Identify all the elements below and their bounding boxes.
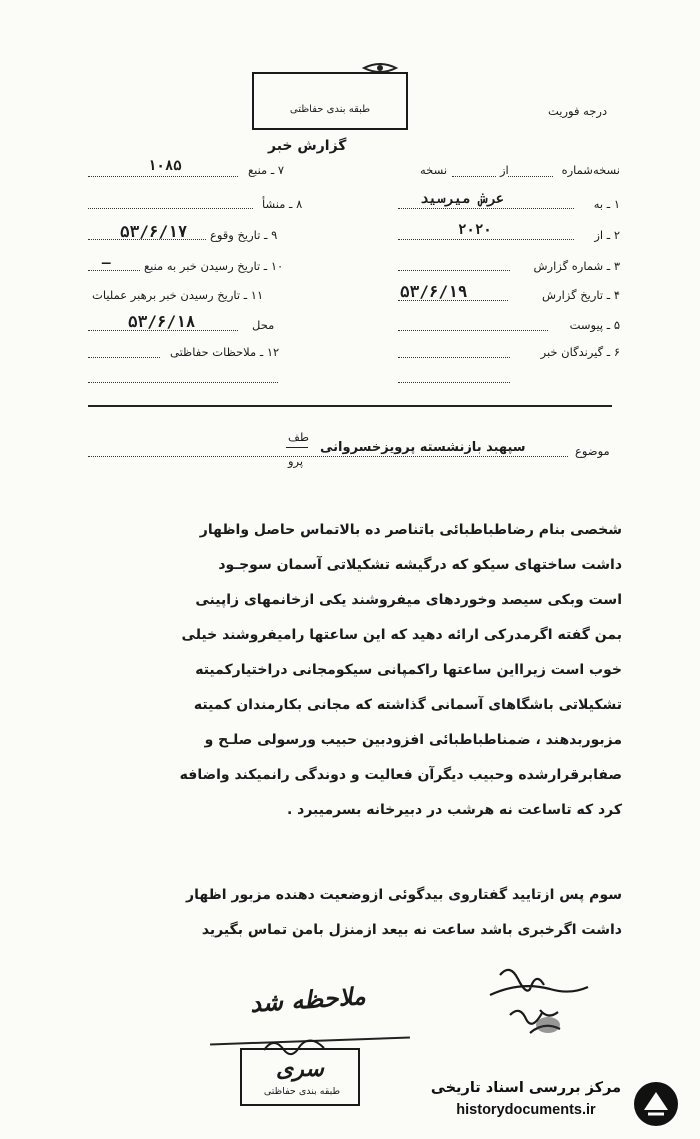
to-value: عرش میرسید xyxy=(420,191,505,207)
stamp-handwriting: سری xyxy=(276,1056,324,1082)
subject-side-rule xyxy=(286,447,308,448)
to-label: ۱ ـ به xyxy=(593,197,620,211)
initials-icon xyxy=(258,1030,338,1060)
event-date-label: ۹ ـ تاریخ وقوع xyxy=(210,228,278,242)
classification-stamp xyxy=(252,72,408,130)
received-by-ops-label: ۱۱ ـ تاریخ رسیدن خبر برهبر عملیات xyxy=(92,288,264,302)
watermark-url: historydocuments.ir xyxy=(456,1102,596,1118)
archive-logo-icon xyxy=(632,1080,680,1128)
recipients-label: ۶ ـ گیرندگان خبر xyxy=(540,345,620,359)
attachment-label: ۵ ـ پیوست xyxy=(569,318,620,332)
origin-label: ۸ ـ منشأ xyxy=(262,197,303,211)
subject-side-top: طف xyxy=(288,430,310,444)
from2-label: ۲ ـ از xyxy=(594,228,620,242)
body-line: کرد که تاساعت نه هرشب در دبیرخانه بسرمیبرد . xyxy=(286,802,622,818)
bottom-stamp-caption: طبقه بندی حفاظتی xyxy=(263,1086,341,1097)
event-date-value: ۵۳/۶/۱۷ xyxy=(120,222,188,241)
report-number-label: ۳ ـ شماره گزارش xyxy=(533,259,620,273)
from2-value: ۲۰۲۰ xyxy=(458,222,492,238)
report-date-label: ۴ ـ تاریخ گزارش xyxy=(541,288,620,302)
priority-label: درجه فوریت xyxy=(548,104,608,118)
body-line: مزبوربدهند ، ضمناطباطبائی افزودبین حبیب ورسولی صلـح و xyxy=(204,732,622,748)
body-line: است وبکی سیصد وخوردهای میفروشند یکی ازخانمهای زاپینی xyxy=(195,592,622,608)
handwritten-note: ملاحظه شد xyxy=(249,981,367,1018)
body-line: صفابرقرارشده وحبیب دیگرآن فعالیت و دوندگی رانمیکند واضافه xyxy=(179,767,622,783)
stamp-caption: طبقه بندی حفاظتی xyxy=(289,104,371,115)
watermark-title: مرکز بررسی اسناد تاریخی xyxy=(430,1080,622,1096)
received-by-source-value: ـ xyxy=(102,252,111,268)
subject-label: موضوع xyxy=(575,444,610,458)
body-line: داشت ساختهای سیکو که درگیشه تشکیلاتی آسمان سوجـود xyxy=(218,557,622,573)
subject-side-bottom: پرو xyxy=(288,454,304,468)
form-title: گزارش خبر xyxy=(268,138,347,154)
body-line: خوب است زیرااین ساعتها راکمپانی سیکومجانی دراختیارکمیته xyxy=(195,662,622,678)
place-value: ۵۳/۶/۱۸ xyxy=(128,312,196,331)
source-value: ۱۰۸۵ xyxy=(148,158,182,174)
place-label: محل xyxy=(252,318,275,332)
subject-value: سپهبد بازنشسته پرویزخسروانی xyxy=(320,440,526,455)
body-line: تشکیلاتی باشگاهای آسمانی گذاشته که مجانی بکارمندان کمیته xyxy=(193,697,622,713)
body-line: داشت اگرخبری باشد ساعت نه بیعد ازمنزل بامن تماس بگیرید xyxy=(201,922,622,938)
from-label: از xyxy=(500,163,509,177)
security-notes-label: ۱۲ ـ ملاحظات حفاظتی xyxy=(170,345,280,359)
copy-number-label: نسخه‌شماره xyxy=(561,163,620,177)
body-line: بمن گفته اگرمدرکی ارائه دهید که این ساعتها رامیفروشند خیلی xyxy=(181,627,622,643)
report-date-value: ۵۳/۶/۱۹ xyxy=(400,282,468,301)
body-line: سوم پس ازتایید گفتاروی بیدگوئی ازوضعیت دهنده مزبور اظهار xyxy=(186,887,622,903)
body-line: شخصی بنام رضاطباطبائی باتناصر ده بالاتماس حاصل واظهار xyxy=(199,522,622,538)
section-divider xyxy=(88,405,612,407)
received-by-source-label: ۱۰ ـ تاریخ رسیدن خبر به منبع xyxy=(144,259,284,273)
signature-icon xyxy=(470,955,600,1050)
copies-label: نسخه xyxy=(420,163,448,177)
source-label: ۷ ـ منبع xyxy=(248,163,285,177)
